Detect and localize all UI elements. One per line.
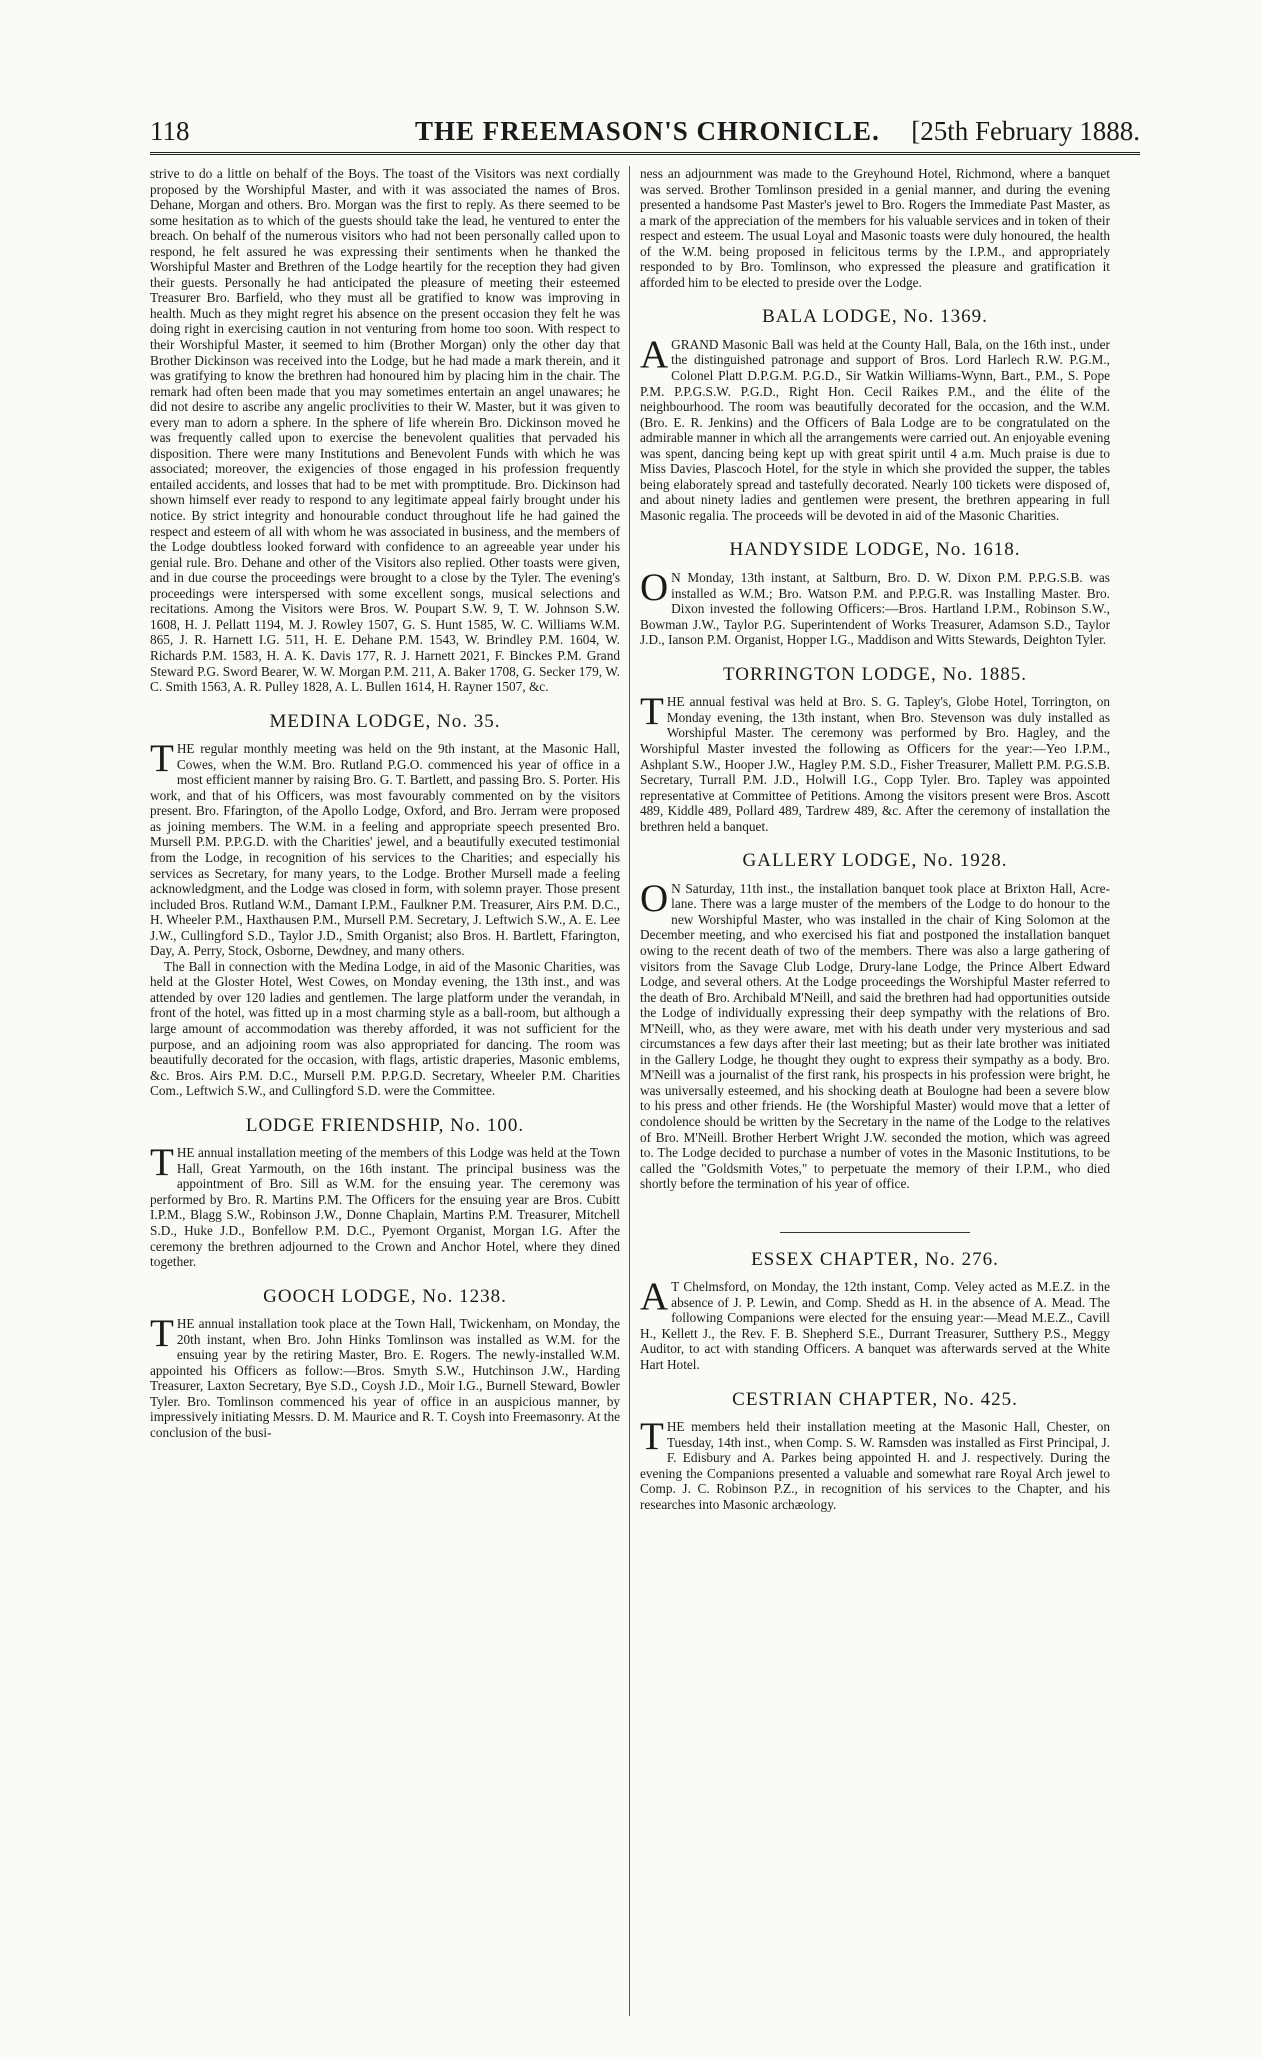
gooch-lodge-heading: GOOCH LODGE, No. 1238.: [263, 1285, 507, 1307]
gooch-lodge-text: HE annual installation took place at the Town Hall, Twickenham, on Monday, the 20th instant, when Bro. John Hinks Tomlinson was installed as W.M. for the ensuing year by the retiring Master, Bro. E. Rogers. The newly-installed W.M. appointed his Officers as follow:—Bros. Smyth S.W., Hutchinson J.W., Harding Treasurer, Laxton Secretary, Bye S.D., Coysh J.D., Moir I.G., Burnell Steward, Bowler Tyler. Bro. Tomlinson commenced his year of office in an auspicious manner, by impressively initiating Messrs. D. M. Maurice and R. T. Coysh into Freemasonry. At the conclusion of the busi-: [150, 1316, 620, 1441]
gooch-continuation: ness an adjournment was made to the Greyhound Hotel, Richmond, where a banquet was served. Brother Tomlinson presided in a genial manner, and during the evening presented a handsome Past Master's jewel to Bro. Rogers the Immediate Past Master, as a mark of the appreciation of the members for his valuable services and in token of their respect and esteem. The usual Loyal and Masonic toasts were duly honoured, the health of the W.M. being proposed in felicitous terms by the I.P.M., and appropriately responded to by Bro. Tomlinson, who expressed the pleasure and gratification it afforded him to be elected to preside over the Lodge.: [640, 166, 1110, 290]
section-separator: [780, 1232, 970, 1233]
medina-lodge-heading: MEDINA LODGE, No. 35.: [269, 710, 501, 732]
torrington-lodge-para: [640, 690, 1110, 834]
essex-chapter-text: T Chelmsford, on Monday, the 12th instant, Comp. Veley acted as M.E.Z. in the absence of J. P. Lewin, and Comp. Shedd as H. in the absence of A. Mead. The following Companions were elected for the ensuing year:—Mead M.E.Z., Cavill H., Kellett J., the Rev. F. B. Shepherd S.E., Durrant Treasurer, Sutthery P.S., Meggy Auditor, to act with standing Officers. A banquet was afterwards served at the White Hart Hotel.: [640, 1279, 1110, 1372]
lodge-friendship-heading: LODGE FRIENDSHIP, No. 100.: [245, 1114, 525, 1136]
cestrian-chapter-heading: CESTRIAN CHAPTER, No. 425.: [732, 1388, 1018, 1410]
publication-title: THE FREEMASON'S CHRONICLE.: [415, 116, 880, 146]
gallery-lodge-heading: GALLERY LODGE, No. 1928.: [742, 850, 1008, 872]
header-rule: [150, 152, 1140, 155]
left-column: [150, 166, 620, 1441]
cestrian-chapter-text: HE members held their installation meeting at the Masonic Hall, Chester, on Tuesday, 14th inst., when Comp. S. W. Ramsden was installed as First Principal, J. F. Edisbury and A. Parkes being appointed H. and J. respectively. During the evening the Companions presented a valuable and somewhat rare Royal Arch jewel to Comp. J. C. Robinson P.Z., in recognition of his services to the Chapter, and his researches into Masonic archæology.: [640, 1419, 1110, 1512]
gallery-lodge-para: [640, 876, 1110, 1192]
bala-lodge-para: [640, 332, 1110, 524]
medina-lodge-para-2: The Ball in connection with the Medina Lodge, in aid of the Masonic Charities, was held at the Gloster Hotel, West Cowes, on Monday evening, the 13th inst., and was attended by over 120 ladies and gentlemen. The large platform under the verandah, in front of the hotel, was fitted up in a most charming style as a ball-room, but although a large amount of accommodation was thereby afforded, it was not sufficient for the purpose, and an adjoining room was also appropriated for dancing. The room was beautifully decorated for the occasion, with flags, artistic draperies, Masonic emblems, &c. Bros. Airs P.M. D.C., Mursell P.M. P.P.G.D. Secretary, Wheeler P.M. Charities Com., Leftwich S.W., and Cullingford S.D. were the Committee.: [150, 958, 620, 1099]
drop-cap: T: [150, 1312, 174, 1356]
lodge-friendship-text: HE annual installation meeting of the members of this Lodge was held at the Town Hall, Great Yarmouth, on the 16th instant. The principal business was the appointment of Bro. Sill as W.M. for the ensuing year. The ceremony was performed by Bro. R. Martins P.M. The Officers for the ensuing year are Bros. Cubitt I.P.M., Blagg S.W., Robinson J.W., Donne Chaplain, Martins P.M. Treasurer, Mitchell S.D., Huke J.D., Bonfellow P.M. D.C., Pyemont Organist, Morgan I.G. After the ceremony the brethren adjourned to the Crown and Anchor Hotel, where they dined together.: [150, 1145, 620, 1270]
handyside-lodge-text: N Monday, 13th instant, at Saltburn, Bro. D. W. Dixon P.M. P.P.G.S.B. was installed as W.M.; Bro. Watson P.M. and P.P.G.R. was Installing Master. Bro. Dixon invested the following Officers:—Bros. Hartland I.P.M., Robinson S.W., Bowman J.W., Taylor P.G. Superintendent of Works Treasurer, Adamson S.D., Taylor J.D., Ianson P.M. Organist, Hopper I.G., Maddison and Witts Stewards, Deighton Tyler.: [640, 570, 1110, 648]
handyside-lodge-para: [640, 566, 1110, 648]
torrington-lodge-heading: TORRINGTON LODGE, No. 1885.: [723, 663, 1027, 685]
column-divider: [629, 166, 630, 2016]
bala-lodge-text: GRAND Masonic Ball was held at the County Hall, Bala, on the 16th inst., under the distinguished patronage and support of Bros. Lord Harlech R.W. P.G.M., Colonel Platt D.P.G.M. P.G.D., Sir Watkin Williams-Wynn, Bart., P.M., S. Pope P.M. P.P.G.S.W. P.G.D., Right Hon. Cecil Raikes P.M., and the élite of the neighbourhood. The room was beautifully decorated for the occasion, and the W.M. (Bro. E. R. Jenkins) and the Officers of Bala Lodge are to be congratulated on the admirable manner in which all the arrangements were carried out. An enjoyable evening was spent, dancing being kept up with great spirit until 4 a.m. Much praise is due to Miss Davies, Plascoch Hotel, for the style in which she provided the supper, the tables being elaborately spread and tastefully decorated. Nearly 100 tickets were disposed of, and about ninety ladies and gentlemen were present, the brethren appearing in full Masonic regalia. The proceeds will be devoted in aid of the Masonic Charities.: [640, 336, 1110, 523]
drop-cap: T: [150, 1141, 174, 1185]
page-header: [150, 116, 1140, 152]
drop-cap: O: [640, 566, 669, 610]
handyside-lodge-heading: HANDYSIDE LODGE, No. 1618.: [729, 539, 1021, 561]
drop-cap: T: [640, 1415, 664, 1459]
article-continuation: strive to do a little on behalf of the Boys. The toast of the Visitors was next cordially proposed by the Worshipful Master, and with it was associated the names of Bros. Dehane, Morgan and others. Bro. Morgan was the first to reply. As there seemed to be some hesitation as to which of the guests should take the lead, he ventured to enter the breach. On behalf of the numerous visitors who had not been personally called upon to respond, he felt assured he was expressing their sentiments when he thanked the Worshipful Master and Brethren of the Lodge heartily for the reception they had given their guests. Personally he had anticipated the pleasure of meeting their esteemed Treasurer Bro. Barfield, who they must all be gratified to know was improving in health. Much as they might regret his absence on the present occasion they felt he was doing right in exercising caution in not venturing from home too soon. With respect to their Worshipful Master, it seemed to him (Brother Morgan) only the other day that Brother Dickinson was received into the Lodge, but he had made a mark therein, and it was gratifying to know the brethren had honoured him by placing him in the chair. The remark had often been made that you may sometimes entertain an angel unawares; he did not desire to ascribe any angelic proclivities to their W. Master, but it was given to every man to adorn a sphere. In the sphere of life wherein Bro. Dickinson moved he was frequently called upon to exercise the benevolent qualities that pervaded his disposition. There were many Institutions and Benevolent Funds with which he was associated; moreover, the exigencies of those engaged in his profession frequently entailed accidents, and losses that had to be met with promptitude. Bro. Dickinson had shown himself ever ready to respond to any legitimate appeal fairly brought under his notice. By strict integrity and honourable conduct throughout life he had gained the respect and esteem of all with whom he was associated in business, and the members of the Lodge doubtless looked forward with confidence to an agreeable year under his genial rule. Bro. Dehane and other of the Visitors also replied. Other toasts were given, and in due course the proceedings were brought to a close by the Tyler. The evening's proceedings were interspersed with some excellent songs, musical selections and recitations. Among the Visitors were Bros. W. Poupart S.W. 9, T. W. Johnson S.W. 1608, H. J. Pellatt 1194, M. J. Rowley 1507, G. S. Hunt 1585, W. C. Williams W.M. 865, J. R. Harnett I.G. 511, H. E. Dehane P.M. 1543, W. Brindley P.M. 1604, W. Richards P.M. 1583, H. A. K. Davis 177, R. J. Harnett 2021, F. Binckes P.M. Grand Steward P.G. Sword Bearer, W. W. Morgan P.M. 211, A. Baker 1708, G. Secker 179, W. C. Smith 1563, A. R. Pulley 1828, A. L. Bullen 1614, H. Rayner 1507, &c.: [150, 166, 620, 695]
right-column: [640, 166, 1110, 1512]
gallery-lodge-text: N Saturday, 11th inst., the installation banquet took place at Brixton Hall, Acre-lane. There was a large muster of the members of the Lodge to do honour to the new Worshipful Master, who was installed in the chair of King Solomon at the December meeting, and who exercised his fiat and postponed the installation banquet owing to the recent death of two of the members. There was also a large gathering of visitors from the Savage Club Lodge, Drury-lane Lodge, the Prince Albert Edward Lodge, and several others. At the Lodge proceedings the Worshipful Master referred to the death of Bro. Archibald M'Neill, and said the brethren had had opportunities outside the Lodge of individually expressing their deep sympathy with the relations of Bro. M'Neill, who, as they were aware, met with his death under very mysterious and sad circumstances a few days after their last meeting; but as their late brother was initiated in the Gallery Lodge, he thought they ought to express their sympathy as a body. Bro. M'Neill was a journalist of the first rank, his prospects in his profession were bright, he was universally esteemed, and his shocking death at Boulogne had been a severe blow to his press and other friends. He (the Worshipful Master) would move that a letter of condolence should be written by the Secretary in the name of the Lodge to the relatives of Bro. M'Neill. Brother Herbert Wright J.W. seconded the motion, which was agreed to. The Lodge decided to purchase a number of votes in the Masonic Institutions, to be called the "Goldsmith Votes," to perpetuate the memory of their I.P.M., who died shortly before the termination of his year of office.: [640, 880, 1110, 1192]
drop-cap: O: [640, 876, 669, 920]
essex-chapter-para: [640, 1275, 1110, 1372]
cestrian-chapter-para: [640, 1415, 1110, 1512]
drop-cap: T: [150, 737, 174, 781]
essex-chapter-heading: ESSEX CHAPTER, No. 276.: [751, 1248, 999, 1270]
issue-date: [25th February 1888.: [911, 116, 1140, 146]
gooch-lodge-para: [150, 1312, 620, 1441]
drop-cap: A: [640, 332, 669, 376]
lodge-friendship-para: [150, 1141, 620, 1270]
drop-cap: T: [640, 690, 664, 734]
drop-cap: A: [640, 1275, 669, 1319]
page-number: 118: [150, 116, 190, 146]
torrington-lodge-text: HE annual festival was held at Bro. S. G. Tapley's, Globe Hotel, Torrington, on Monday evening, the 13th instant, when Bro. Stevenson was duly installed as Worshipful Master. The ceremony was performed by Bro. Hagley, and the Worshipful Master invested the following as Officers for the year:—Yeo I.P.M., Ashplant S.W., Hooper J.W., Hagley P.M. S.D., Fisher Treasurer, Mallett P.M. P.G.S.B. Secretary, Turrall P.M. J.D., Holwill I.G., Copp Tyler. Bro. Tapley was appointed representative at Committee of Petitions. Among the visitors present were Bros. Ascott 489, Kiddle 489, Pollard 489, Tardrew 489, &c. After the ceremony of installation the brethren held a banquet.: [640, 694, 1110, 834]
medina-lodge-para-1: [150, 737, 620, 959]
medina-lodge-text: HE regular monthly meeting was held on the 9th instant, at the Masonic Hall, Cowes, when the W.M. Bro. Rutland P.G.O. commenced his year of office in a most efficient manner by raising Bro. G. T. Bartlett, and passing Bro. S. Porter. His work, and that of his Officers, was most favourably commented on by the visitors present. Bro. Ffarington, of the Apollo Lodge, Oxford, and Bro. Jerram were proposed as joining members. The W.M. in a feeling and appropriate speech presented Bro. Mursell P.M. P.P.G.D. with the Charities' jewel, and a beautifully executed testimonial from the Lodge, in recognition of his services to the Charities; and especially his services as Secretary, for many years, to the Lodge. Brother Mursell made a feeling acknowledgment, and the Lodge was closed in form, with solemn prayer. Those present included Bros. Rutland W.M., Damant I.P.M., Faulkner P.M. Treasurer, Airs P.M. D.C., H. Wheeler P.M., Haxthausen P.M., Mursell P.M. Secretary, J. Leftwich S.W., A. E. Lee J.W., Cullingford S.D., Taylor J.D., Smith Organist; also Bros. H. Bartlett, Ffarington, Day, A. Perry, Stock, Osborne, Dewdney, and many others.: [150, 741, 620, 959]
bala-lodge-heading: BALA LODGE, No. 1369.: [762, 306, 988, 328]
